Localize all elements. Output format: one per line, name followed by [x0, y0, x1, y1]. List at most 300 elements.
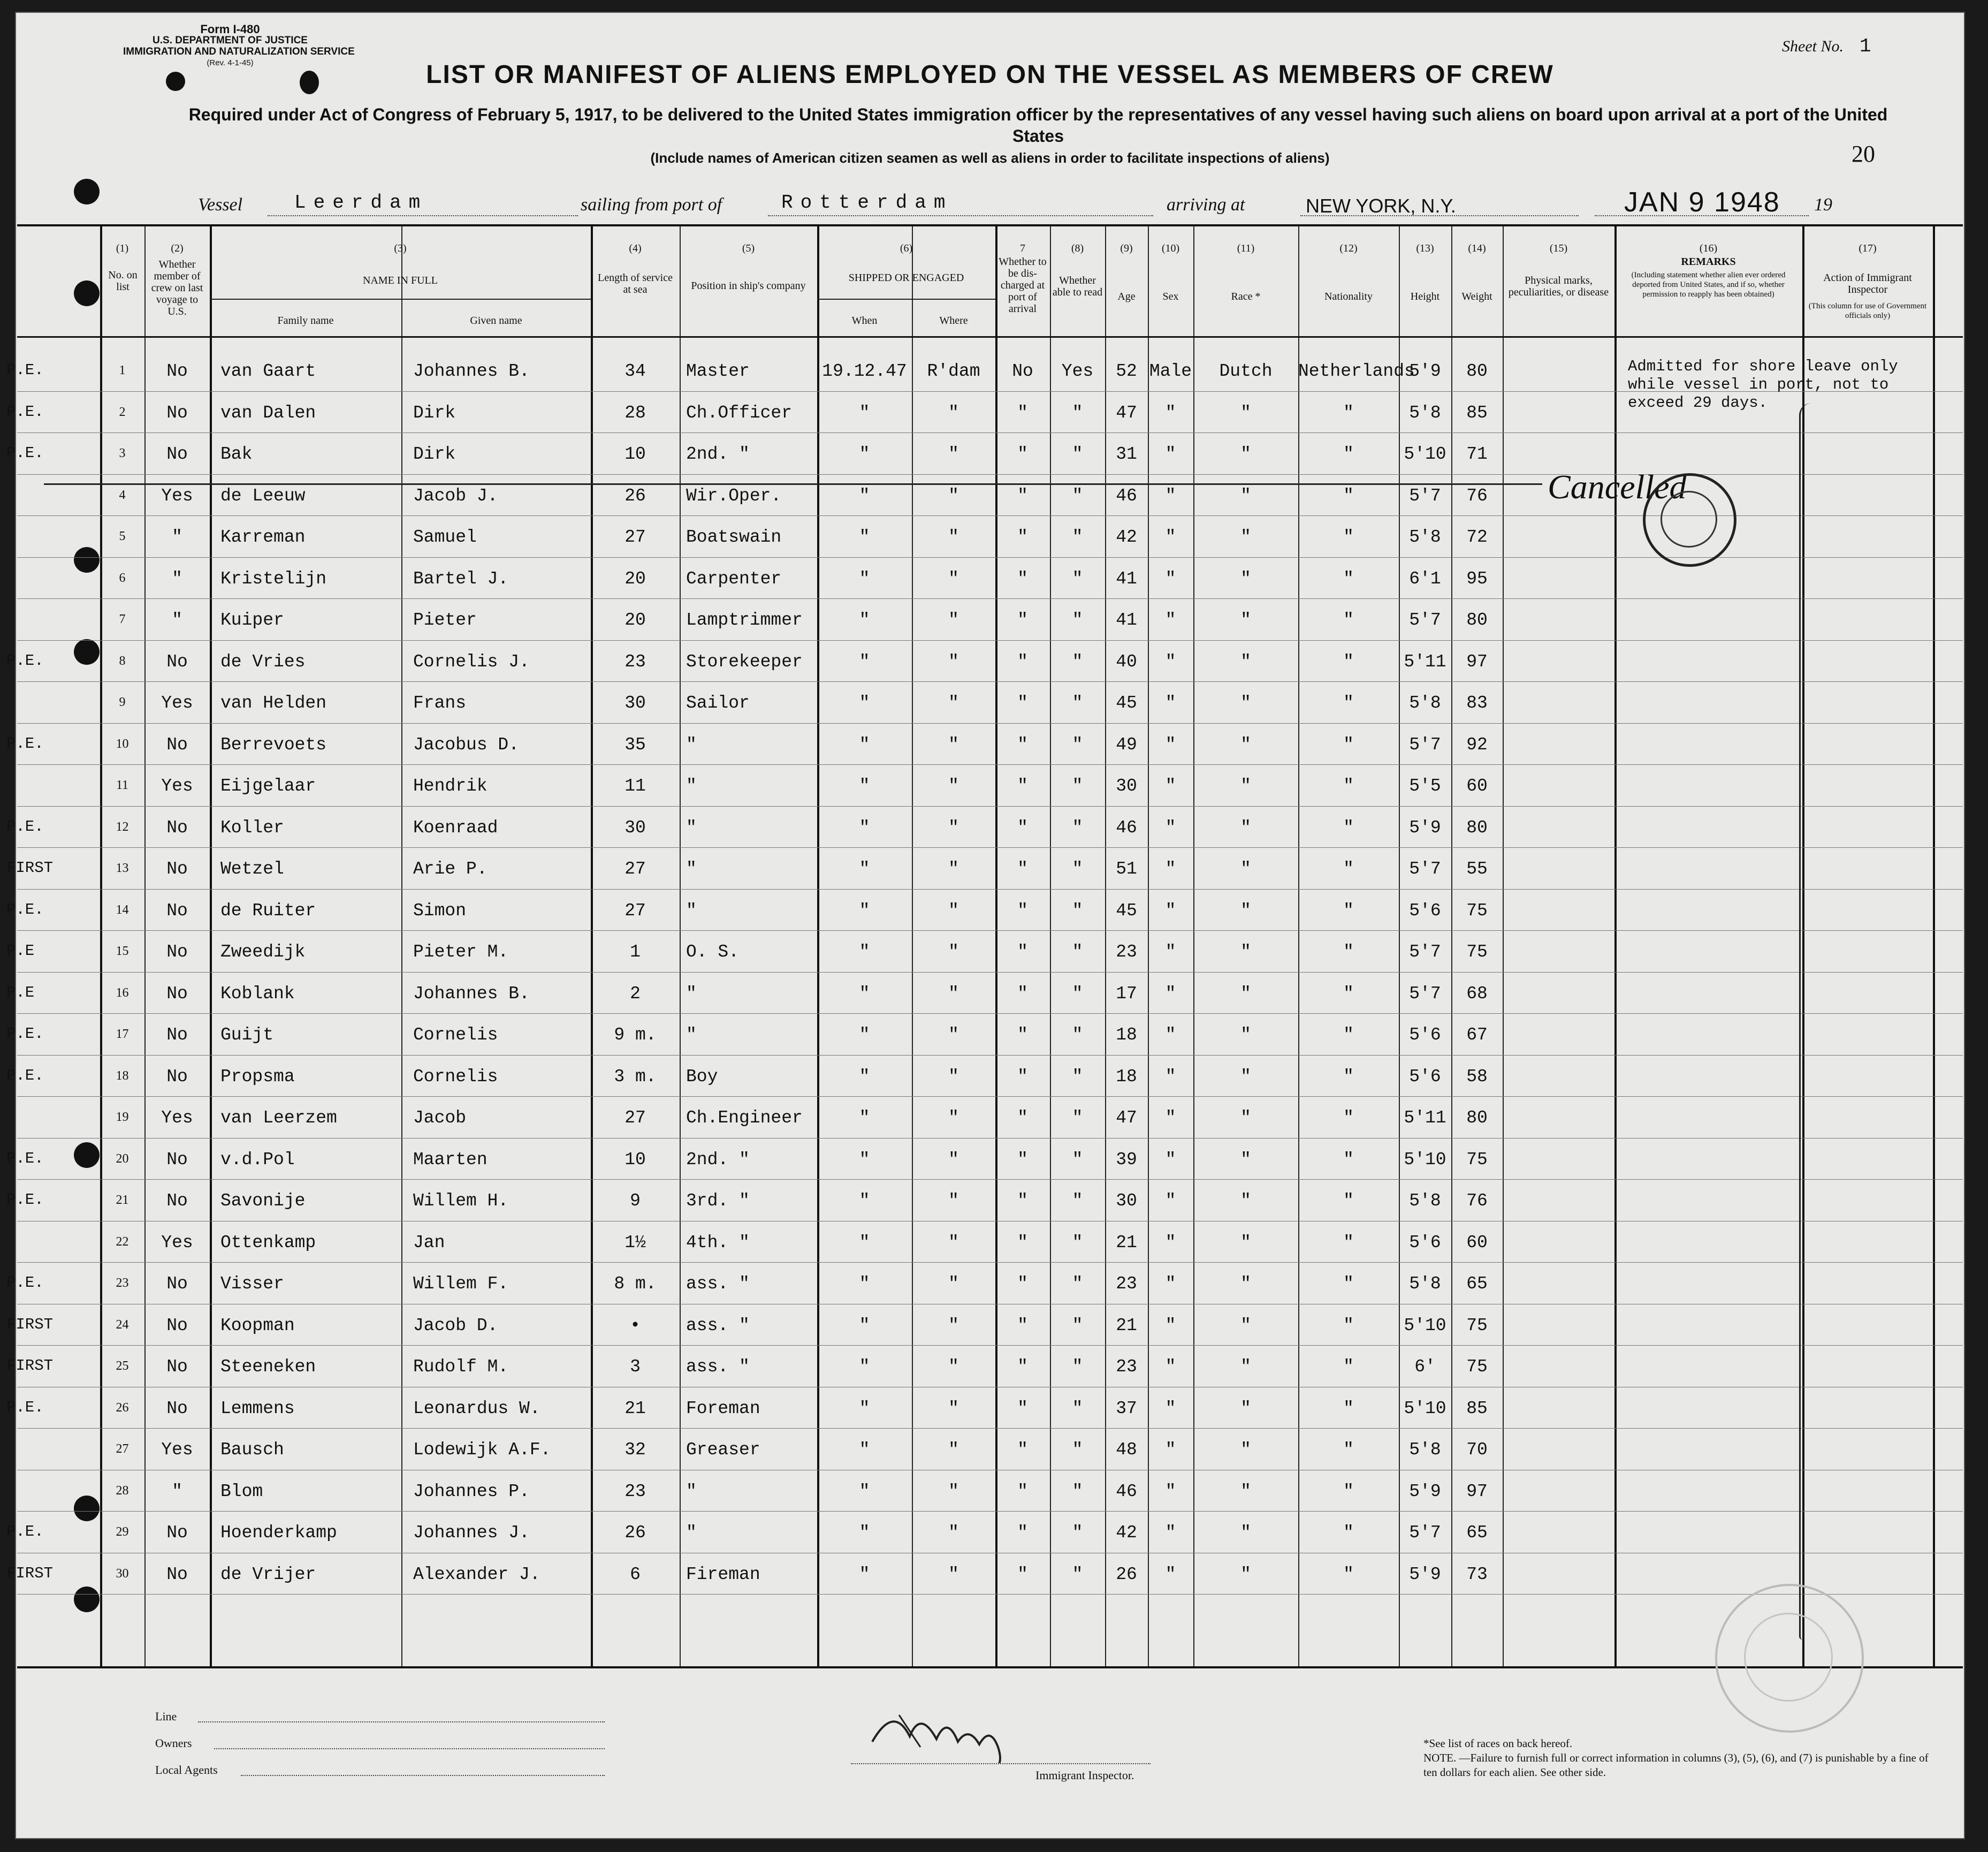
cell-position: 2nd. ": [686, 1149, 750, 1170]
cancelled-handwriting: Cancelled: [1548, 468, 1687, 506]
cell-where: ": [948, 1315, 959, 1335]
cell-position: Fireman: [686, 1564, 760, 1584]
cell-sex: ": [1165, 942, 1176, 962]
cell-nationality: ": [1343, 403, 1354, 423]
cell-given: Jacob J.: [413, 485, 498, 506]
col-last-voyage: Whether member of crew on last voyage to U.S.: [151, 259, 203, 317]
cell-discharged: ": [1017, 1149, 1028, 1170]
col-name-in-full: NAME IN FULL: [363, 275, 438, 286]
sheet-number: [1782, 35, 1871, 57]
cell-sex: ": [1165, 1357, 1176, 1377]
cell-nationality: ": [1343, 1025, 1354, 1045]
cell-position: ass. ": [686, 1274, 750, 1294]
cell-last: No: [166, 1149, 188, 1170]
colnum-9: (9): [1120, 242, 1133, 254]
owners-label: Owners: [155, 1736, 192, 1750]
cell-weight: 80: [1466, 361, 1488, 381]
cell-service: 11: [624, 776, 646, 796]
col-race: Race *: [1231, 291, 1261, 302]
cell-nationality: Netherlands: [1298, 361, 1415, 381]
cell-no: 23: [116, 1276, 129, 1290]
cell-family: Karreman: [220, 527, 306, 547]
cell-height: 5'7: [1409, 734, 1441, 755]
cell-position: Carpenter: [686, 568, 782, 589]
consulate-seal-stamp: [1643, 473, 1736, 567]
row-rule: [17, 1013, 1963, 1014]
row-rule: [17, 1345, 1963, 1346]
cell-read: ": [1072, 859, 1083, 879]
cell-given: Jacobus D.: [413, 734, 520, 755]
cell-service: 20: [624, 568, 646, 589]
cell-height: 5'11: [1404, 1108, 1446, 1128]
cell-height: 5'8: [1409, 1274, 1441, 1294]
cell-sex: ": [1165, 527, 1176, 547]
cell-where: ": [948, 1440, 959, 1460]
cell-service: 26: [624, 485, 646, 506]
arriving-underline: [1300, 215, 1579, 216]
cell-where: ": [948, 1523, 959, 1543]
cell-last: No: [166, 1274, 188, 1294]
cell-read: ": [1072, 568, 1083, 589]
cell-service: 9 m.: [614, 1025, 657, 1045]
cell-no: 13: [116, 861, 129, 875]
sailing-label: sailing from port of: [581, 195, 722, 215]
inspector-signature: [862, 1694, 1022, 1763]
cell-race: ": [1240, 610, 1251, 630]
cell-where: ": [948, 1149, 959, 1170]
cell-when: ": [859, 942, 870, 962]
cell-family: van Leerzem: [220, 1108, 337, 1128]
cell-nationality: ": [1343, 776, 1354, 796]
cell-age: 30: [1116, 1191, 1137, 1211]
row-rule: [17, 723, 1963, 724]
cell-when: ": [859, 983, 870, 1004]
cell-mark: P.E.: [6, 734, 44, 753]
cell-position: Foreman: [686, 1398, 760, 1418]
cell-family: Zweedijk: [220, 942, 306, 962]
cell-last: ": [172, 568, 182, 589]
cell-age: 30: [1116, 776, 1137, 796]
cell-read: ": [1072, 734, 1083, 755]
cell-race: ": [1240, 1523, 1251, 1543]
cell-mark: FIRST: [6, 859, 54, 877]
seal-inner-ring: [1661, 491, 1717, 548]
cell-height: 5'8: [1409, 403, 1441, 423]
col-height: Height: [1410, 291, 1440, 302]
cell-height: 5'8: [1409, 693, 1441, 713]
cell-no: 22: [116, 1234, 129, 1249]
cell-race: ": [1240, 1564, 1251, 1584]
cell-last: No: [166, 900, 188, 921]
cell-where: ": [948, 610, 959, 630]
cell-height: 5'7: [1409, 983, 1441, 1004]
cell-service: 27: [624, 859, 646, 879]
col-no-on-list: No. on list: [108, 269, 138, 293]
cell-mark: P.E: [6, 942, 35, 960]
cell-service: 26: [624, 1523, 646, 1543]
col-weight: Weight: [1461, 291, 1492, 302]
cell-last: No: [166, 444, 188, 464]
cell-position: Boatswain: [686, 527, 782, 547]
cell-read: ": [1072, 1066, 1083, 1087]
cell-service: 8 m.: [614, 1274, 657, 1294]
cell-family: Kristelijn: [220, 568, 327, 589]
cell-race: ": [1240, 734, 1251, 755]
cell-family: Blom: [220, 1481, 263, 1501]
cell-weight: 97: [1466, 1481, 1488, 1501]
cell-weight: 97: [1466, 651, 1488, 672]
cell-where: ": [948, 1274, 959, 1294]
cell-weight: 92: [1466, 734, 1488, 755]
cell-height: 5'6: [1409, 900, 1441, 921]
row-rule: [17, 432, 1963, 433]
cell-family: Savonije: [220, 1191, 306, 1211]
cell-last: ": [172, 610, 182, 630]
cell-height: 5'7: [1409, 859, 1441, 879]
cell-nationality: ": [1343, 1149, 1354, 1170]
sailing-port: Rotterdam: [781, 192, 953, 214]
cell-family: Guijt: [220, 1025, 274, 1045]
cell-nationality: ": [1343, 859, 1354, 879]
cell-discharged: ": [1017, 485, 1028, 506]
cell-weight: 95: [1466, 568, 1488, 589]
cell-race: ": [1240, 1357, 1251, 1377]
cell-given: Rudolf M.: [413, 1357, 509, 1377]
cell-when: ": [859, 1481, 870, 1501]
cell-given: Pieter: [413, 610, 477, 630]
cell-nationality: ": [1343, 444, 1354, 464]
cell-when: ": [859, 1398, 870, 1418]
cell-family: Lemmens: [220, 1398, 295, 1418]
cell-family: de Vries: [220, 651, 306, 672]
cell-age: 40: [1116, 651, 1137, 672]
cell-nationality: ": [1343, 1398, 1354, 1418]
cell-service: 3: [630, 1357, 641, 1377]
crew-table: [6, 224, 1963, 1668]
cell-last: No: [166, 361, 188, 381]
col-able-to-read: Whether able to read: [1052, 275, 1103, 298]
cell-when: ": [859, 1232, 870, 1253]
cell-given: Frans: [413, 693, 467, 713]
cell-age: 21: [1116, 1232, 1137, 1253]
cell-service: 2: [630, 983, 641, 1004]
cell-read: ": [1072, 1025, 1083, 1045]
cell-nationality: ": [1343, 527, 1354, 547]
cell-read: ": [1072, 1481, 1083, 1501]
cell-read: ": [1072, 444, 1083, 464]
cell-read: ": [1072, 1232, 1083, 1253]
year-label: 19: [1814, 195, 1832, 215]
cell-age: 23: [1116, 942, 1137, 962]
row-rule: [17, 1262, 1963, 1263]
cell-mark: P.E.: [6, 900, 44, 919]
cell-where: ": [948, 1232, 959, 1253]
line-underline: [198, 1721, 605, 1722]
cell-read: ": [1072, 1191, 1083, 1211]
col-sex: Sex: [1162, 291, 1179, 302]
cell-when: ": [859, 568, 870, 589]
cell-weight: 80: [1466, 1108, 1488, 1128]
cell-read: ": [1072, 485, 1083, 506]
cell-age: 26: [1116, 1564, 1137, 1584]
revision: (Rev. 4-1-45): [207, 58, 254, 67]
col-where: Where: [939, 315, 968, 327]
cell-height: 5'10: [1404, 1149, 1446, 1170]
cell-no: 8: [119, 654, 126, 668]
cell-mark: P.E.: [6, 1398, 44, 1416]
cell-mark: P.E.: [6, 444, 44, 462]
cell-discharged: ": [1017, 1357, 1028, 1377]
cell-discharged: ": [1017, 1066, 1028, 1087]
cell-position: ": [686, 776, 697, 796]
cell-race: ": [1240, 900, 1251, 921]
cell-sex: ": [1165, 1523, 1176, 1543]
manifest-page: [6, 12, 1965, 1839]
cell-family: van Gaart: [220, 361, 316, 381]
cell-where: ": [948, 859, 959, 879]
cell-no: 26: [116, 1400, 129, 1415]
cell-discharged: No: [1012, 361, 1033, 381]
cell-where: ": [948, 817, 959, 838]
cell-height: 5'8: [1409, 1191, 1441, 1211]
col-rule: [1933, 226, 1935, 1666]
cell-family: van Dalen: [220, 403, 316, 423]
colnum-4: (4): [629, 242, 642, 254]
cell-nationality: ": [1343, 900, 1354, 921]
row-rule: [17, 681, 1963, 682]
cell-given: Cornelis: [413, 1025, 498, 1045]
cell-height: 5'5: [1409, 776, 1441, 796]
colnum-8: (8): [1071, 242, 1084, 254]
cell-nationality: ": [1343, 1564, 1354, 1584]
cell-weight: 70: [1466, 1440, 1488, 1460]
cell-family: Ottenkamp: [220, 1232, 316, 1253]
cell-height: 6'1: [1409, 568, 1441, 589]
cell-discharged: ": [1017, 1564, 1028, 1584]
cell-weight: 80: [1466, 610, 1488, 630]
cell-given: Arie P.: [413, 859, 488, 879]
cell-family: Wetzel: [220, 859, 284, 879]
cell-family: van Helden: [220, 693, 327, 713]
cell-family: Kuiper: [220, 610, 284, 630]
cell-last: No: [166, 1398, 188, 1418]
cell-read: ": [1072, 776, 1083, 796]
cell-service: 1: [630, 942, 641, 962]
row-rule: [17, 1055, 1963, 1056]
col-discharged: Whether to be dis-charged at port of arrival: [999, 256, 1047, 315]
cell-given: Cornelis J.: [413, 651, 530, 672]
cell-position: 4th. ": [686, 1232, 750, 1253]
cell-position: Boy: [686, 1066, 718, 1087]
cell-position: ": [686, 817, 697, 838]
cell-weight: 75: [1466, 942, 1488, 962]
row-rule: [17, 806, 1963, 807]
page-subtitle: Required under Act of Congress of February 5, 1917, to be delivered to the United States immigration officer by the representatives of any vessel having such aliens on board upon arrival at a port of the United States: [188, 105, 1888, 146]
cell-when: ": [859, 776, 870, 796]
cell-discharged: ": [1017, 610, 1028, 630]
colnum-15: (15): [1549, 242, 1568, 254]
cell-no: 20: [116, 1151, 129, 1166]
races-note: *See list of races on back hereof.: [1423, 1737, 1573, 1750]
row-rule: [17, 1179, 1963, 1180]
cell-when: ": [859, 1108, 870, 1128]
cell-where: ": [948, 568, 959, 589]
cell-given: Lodewijk A.F.: [413, 1440, 551, 1460]
cell-discharged: ": [1017, 1440, 1028, 1460]
cell-service: 30: [624, 693, 646, 713]
cell-age: 31: [1116, 444, 1137, 464]
cell-weight: 72: [1466, 527, 1488, 547]
cell-where: ": [948, 1191, 959, 1211]
cell-position: Ch.Engineer: [686, 1108, 803, 1128]
cell-service: 23: [624, 1481, 646, 1501]
colnum-5: (5): [742, 242, 755, 254]
cell-position: ass. ": [686, 1315, 750, 1335]
cell-race: ": [1240, 983, 1251, 1004]
cell-read: ": [1072, 651, 1083, 672]
cell-nationality: ": [1343, 485, 1354, 506]
cell-read: ": [1072, 983, 1083, 1004]
cell-age: 48: [1116, 1440, 1137, 1460]
cell-family: Eijgelaar: [220, 776, 316, 796]
cell-weight: 75: [1466, 1315, 1488, 1335]
cell-position: Sailor: [686, 693, 750, 713]
cell-position: Wir.Oper.: [686, 485, 782, 506]
cell-where: ": [948, 1025, 959, 1045]
agents-underline: [241, 1775, 605, 1776]
cell-when: ": [859, 1564, 870, 1584]
cell-when: ": [859, 651, 870, 672]
col-length-of-service: Length of service at sea: [598, 272, 673, 295]
cell-last: No: [166, 403, 188, 423]
row-rule: [17, 1428, 1963, 1429]
cell-race: ": [1240, 1481, 1251, 1501]
cell-sex: ": [1165, 1481, 1176, 1501]
cell-weight: 68: [1466, 983, 1488, 1004]
cell-where: ": [948, 693, 959, 713]
cell-last: No: [166, 734, 188, 755]
cell-height: 5'11: [1404, 651, 1446, 672]
col-when: When: [851, 315, 878, 327]
cell-height: 5'10: [1404, 444, 1446, 464]
colnum-13: (13): [1416, 242, 1434, 254]
cell-no: 9: [119, 695, 126, 709]
cell-age: 46: [1116, 485, 1137, 506]
cell-nationality: ": [1343, 817, 1354, 838]
cell-age: 47: [1116, 1108, 1137, 1128]
cell-given: Cornelis: [413, 1066, 498, 1087]
remarks-line: Admitted for shore leave only: [1628, 358, 1898, 375]
cell-height: 5'7: [1409, 1523, 1441, 1543]
row-rule: [17, 847, 1963, 848]
cell-where: ": [948, 527, 959, 547]
cell-nationality: ": [1343, 1066, 1354, 1087]
cell-sex: ": [1165, 776, 1176, 796]
cell-family: Koller: [220, 817, 284, 838]
cell-race: ": [1240, 485, 1251, 506]
cell-read: ": [1072, 527, 1083, 547]
cell-family: de Ruiter: [220, 900, 316, 921]
cell-nationality: ": [1343, 1481, 1354, 1501]
col-inspector-note: (This column for use of Government officials only): [1808, 302, 1927, 320]
cell-when: ": [859, 485, 870, 506]
cell-sex: ": [1165, 651, 1176, 672]
cell-sex: ": [1165, 1274, 1176, 1294]
row-rule: [17, 889, 1963, 890]
cell-weight: 60: [1466, 776, 1488, 796]
cell-age: 47: [1116, 403, 1137, 423]
cell-no: 10: [116, 737, 129, 751]
cell-mark: P.E.: [6, 1274, 44, 1292]
arriving-port-stamp: NEW YORK, N.Y.: [1306, 195, 1456, 217]
cell-nationality: ": [1343, 1357, 1354, 1377]
cell-discharged: ": [1017, 900, 1028, 921]
cell-race: ": [1240, 693, 1251, 713]
cell-read: ": [1072, 817, 1083, 838]
cell-read: ": [1072, 1149, 1083, 1170]
cell-last: No: [166, 1191, 188, 1211]
cell-mark: P.E.: [6, 651, 44, 670]
vessel-line: [16, 189, 1964, 222]
cell-race: ": [1240, 403, 1251, 423]
cell-weight: 67: [1466, 1025, 1488, 1045]
cell-mark: FIRST: [6, 1315, 54, 1333]
cell-position: Lamptrimmer: [686, 610, 803, 630]
sheet-value: 1: [1859, 35, 1871, 57]
cell-read: ": [1072, 1274, 1083, 1294]
cell-last: Yes: [161, 1232, 193, 1253]
cell-age: 45: [1116, 693, 1137, 713]
cell-read: ": [1072, 610, 1083, 630]
cell-position: ass. ": [686, 1357, 750, 1377]
cell-no: 4: [119, 488, 126, 502]
cell-position: ": [686, 1481, 697, 1501]
row-rule: [17, 1594, 1963, 1595]
cell-nationality: ": [1343, 983, 1354, 1004]
cell-discharged: ": [1017, 734, 1028, 755]
cell-mark: FIRST: [6, 1357, 54, 1375]
cell-mark: P.E.: [6, 817, 44, 836]
arrival-date-stamp: JAN 9 1948: [1624, 187, 1780, 218]
col-family-name: Family name: [277, 315, 334, 327]
cell-age: 46: [1116, 1481, 1137, 1501]
cell-discharged: ": [1017, 776, 1028, 796]
row-rule: [17, 972, 1963, 973]
cell-last: Yes: [161, 693, 193, 713]
owners-underline: [214, 1748, 605, 1749]
cell-last: No: [166, 1564, 188, 1584]
cell-discharged: ": [1017, 1481, 1028, 1501]
remarks-line: exceed 29 days.: [1628, 394, 1768, 412]
cell-sex: ": [1165, 859, 1176, 879]
cell-age: 41: [1116, 568, 1137, 589]
cell-last: No: [166, 1523, 188, 1543]
cell-family: Koopman: [220, 1315, 295, 1335]
cell-read: ": [1072, 1357, 1083, 1377]
cell-last: No: [166, 1066, 188, 1087]
cell-when: ": [859, 1025, 870, 1045]
cell-discharged: ": [1017, 1025, 1028, 1045]
sheet-label: Sheet No.: [1782, 37, 1844, 55]
cell-no: 6: [119, 571, 126, 585]
include-note: (Include names of American citizen seamen as well as aliens in order to facilitate inspections of aliens): [650, 150, 1330, 166]
colnum-14: (14): [1468, 242, 1486, 254]
cell-read: ": [1072, 1523, 1083, 1543]
cell-nationality: ": [1343, 734, 1354, 755]
cell-last: Yes: [161, 1108, 193, 1128]
cell-mark: P.E: [6, 983, 35, 1001]
cell-no: 3: [119, 446, 126, 460]
